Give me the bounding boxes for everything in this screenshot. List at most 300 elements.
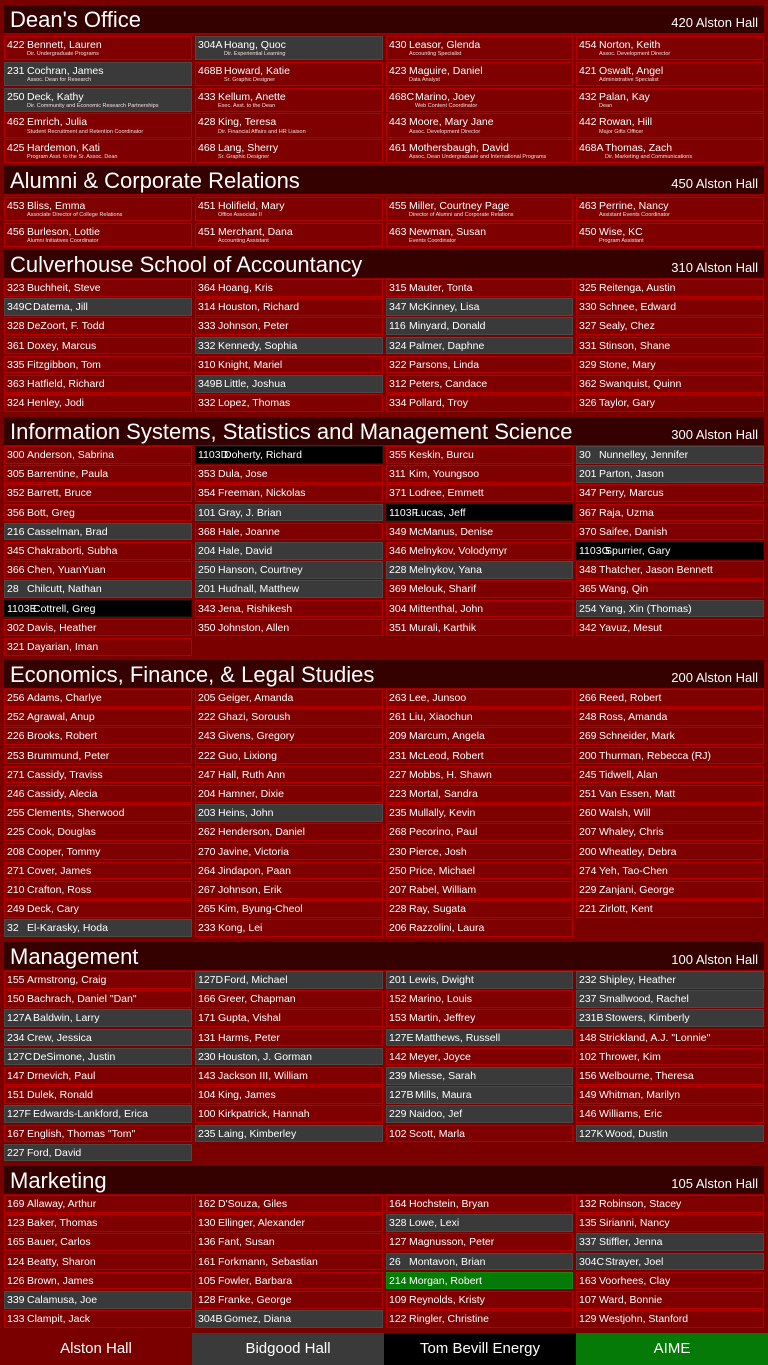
room-number: 339 <box>7 1294 25 1306</box>
person-entry[interactable] <box>576 394 764 412</box>
person-entry[interactable] <box>386 804 573 822</box>
person-entry[interactable] <box>576 1009 764 1027</box>
person-entry[interactable] <box>576 1105 764 1123</box>
person-entry[interactable] <box>386 36 573 60</box>
person-entry[interactable] <box>4 542 192 560</box>
person-entry[interactable] <box>576 619 764 637</box>
room-number: 321 <box>7 641 25 653</box>
person-entry[interactable] <box>195 804 383 822</box>
person-entry[interactable] <box>576 843 764 861</box>
person-entry[interactable] <box>195 823 383 841</box>
person-name: Whaley, Chris <box>599 826 664 839</box>
person-entry[interactable] <box>4 1310 192 1328</box>
room-number: 245 <box>579 768 597 781</box>
person-entry[interactable] <box>576 990 764 1008</box>
person-entry[interactable] <box>386 1214 573 1232</box>
person-entry[interactable] <box>386 971 573 989</box>
person-title: Director of Alumni and Corporate Relations <box>409 212 514 219</box>
person-entry[interactable] <box>576 279 764 297</box>
person-entry[interactable] <box>4 317 192 335</box>
room-number: 323 <box>7 282 25 294</box>
person-entry[interactable] <box>576 375 764 393</box>
person-entry[interactable] <box>4 881 192 899</box>
person-entry[interactable] <box>195 337 383 355</box>
person-entry[interactable] <box>195 298 383 316</box>
person-entry[interactable] <box>4 1009 192 1027</box>
person-title: Dir. Undergraduate Programs <box>27 51 99 58</box>
person-entry[interactable] <box>195 1195 383 1213</box>
person-entry[interactable] <box>576 1253 764 1271</box>
room-number: 450 <box>579 225 597 238</box>
person-entry[interactable] <box>195 1125 383 1143</box>
room-number: 468C <box>389 90 415 103</box>
person-entry[interactable] <box>4 1125 192 1143</box>
person-entry[interactable] <box>576 580 764 598</box>
room-number: 342 <box>579 621 597 634</box>
person-entry[interactable] <box>195 279 383 297</box>
person-entry[interactable] <box>386 785 573 803</box>
person-entry[interactable] <box>386 1195 573 1213</box>
person-entry[interactable] <box>195 600 383 618</box>
person-name: Cassidy, Alecia <box>27 788 98 800</box>
person-entry[interactable] <box>576 804 764 822</box>
person-entry[interactable] <box>4 394 192 412</box>
person-entry[interactable] <box>576 766 764 784</box>
person-name: Ray, Sugata <box>409 903 467 916</box>
person-name: Magnusson, Peter <box>409 1236 495 1249</box>
person-entry[interactable] <box>576 223 764 247</box>
person-entry[interactable] <box>195 766 383 784</box>
person-entry[interactable] <box>4 638 192 656</box>
person-entry[interactable] <box>195 113 383 137</box>
person-name: Whitman, Marilyn <box>599 1089 681 1102</box>
person-name: Johnson, Peter <box>218 320 289 333</box>
person-entry[interactable] <box>195 1233 383 1251</box>
person-entry[interactable] <box>576 1048 764 1066</box>
room-number: 227 <box>389 768 407 781</box>
person-entry[interactable] <box>386 446 573 464</box>
person-entry[interactable] <box>386 1310 573 1328</box>
person-entry[interactable] <box>4 1029 192 1047</box>
person-entry[interactable] <box>386 113 573 137</box>
person-entry[interactable] <box>195 900 383 918</box>
person-entry[interactable] <box>4 689 192 707</box>
person-name: Lowe, Lexi <box>409 1217 460 1230</box>
room-number: 205 <box>198 692 216 704</box>
person-name: Hale, David <box>218 545 273 557</box>
person-entry[interactable] <box>4 823 192 841</box>
person-entry[interactable] <box>386 139 573 163</box>
room-number: 143 <box>198 1070 216 1082</box>
person-entry[interactable] <box>195 1272 383 1290</box>
person-entry[interactable] <box>4 139 192 163</box>
person-entry[interactable] <box>386 197 573 221</box>
person-entry[interactable] <box>386 1272 573 1290</box>
room-number: 127K <box>579 1127 604 1140</box>
person-name: Ringler, Christine <box>409 1313 489 1326</box>
person-entry[interactable] <box>195 862 383 880</box>
person-entry[interactable] <box>195 139 383 163</box>
person-entry[interactable] <box>4 279 192 297</box>
person-entry[interactable] <box>576 356 764 374</box>
person-entry[interactable] <box>195 971 383 989</box>
person-entry[interactable] <box>195 465 383 483</box>
person-title: Accounting Specialist <box>409 51 462 58</box>
person-entry[interactable] <box>576 542 764 560</box>
person-entry[interactable] <box>386 900 573 918</box>
room-number: 349B <box>198 378 223 390</box>
person-name: Miller, Courtney Page <box>409 200 510 212</box>
person-entry[interactable] <box>195 1009 383 1027</box>
person-name: Beatty, Sharon <box>27 1255 96 1268</box>
person-entry[interactable] <box>195 1048 383 1066</box>
person-entry[interactable] <box>386 1291 573 1309</box>
person-name: Houston, Richard <box>218 301 300 314</box>
person-entry[interactable] <box>576 823 764 841</box>
person-entry[interactable] <box>4 223 192 247</box>
person-entry[interactable] <box>195 881 383 899</box>
person-entry[interactable] <box>195 394 383 412</box>
person-name: Hatfield, Richard <box>27 378 105 390</box>
person-entry[interactable] <box>4 580 192 598</box>
person-entry[interactable] <box>386 619 573 637</box>
section-location: 310 Alston Hall <box>671 260 758 275</box>
person-entry[interactable] <box>576 36 764 60</box>
person-name: Palmer, Daphne <box>409 339 485 352</box>
person-entry[interactable] <box>576 900 764 918</box>
person-entry[interactable] <box>4 356 192 374</box>
section-title: Economics, Finance, & Legal Studies <box>10 662 375 687</box>
person-entry[interactable] <box>386 279 573 297</box>
person-entry[interactable] <box>386 62 573 86</box>
person-name: Harms, Peter <box>218 1031 280 1044</box>
person-entry[interactable] <box>386 1009 573 1027</box>
person-entry[interactable] <box>386 88 573 112</box>
room-number: 128 <box>198 1294 216 1306</box>
person-entry[interactable] <box>386 561 573 579</box>
person-entry[interactable] <box>576 317 764 335</box>
person-entry[interactable] <box>4 919 192 937</box>
person-entry[interactable] <box>195 1214 383 1232</box>
person-entry[interactable] <box>386 504 573 522</box>
person-entry[interactable] <box>386 919 573 937</box>
person-entry[interactable] <box>386 689 573 707</box>
person-entry[interactable] <box>4 88 192 112</box>
person-entry[interactable] <box>4 785 192 803</box>
person-name: Yavuz, Mesut <box>599 621 662 634</box>
person-entry[interactable] <box>386 356 573 374</box>
person-entry[interactable] <box>195 990 383 1008</box>
person-entry[interactable] <box>195 1291 383 1309</box>
room-number: 251 <box>579 788 597 800</box>
person-name: Spurrier, Gary <box>605 545 671 557</box>
person-name: Jindapon, Paan <box>218 864 291 877</box>
room-number: 468B <box>198 64 223 77</box>
person-entry[interactable] <box>386 337 573 355</box>
person-entry[interactable] <box>386 298 573 316</box>
room-number: 122 <box>389 1313 407 1326</box>
person-entry[interactable] <box>195 580 383 598</box>
person-entry[interactable] <box>386 843 573 861</box>
person-entry[interactable] <box>576 600 764 618</box>
person-title: Dean <box>599 102 613 109</box>
person-entry[interactable] <box>576 139 764 163</box>
person-entry[interactable] <box>576 113 764 137</box>
person-entry[interactable] <box>4 990 192 1008</box>
room-number: 305 <box>7 468 25 481</box>
person-entry[interactable] <box>4 727 192 745</box>
room-number: 468 <box>198 142 216 155</box>
person-entry[interactable] <box>386 1067 573 1085</box>
person-entry[interactable] <box>576 1195 764 1213</box>
person-entry[interactable] <box>386 766 573 784</box>
person-entry[interactable] <box>4 1067 192 1085</box>
person-entry[interactable] <box>195 504 383 522</box>
person-entry[interactable] <box>576 465 764 483</box>
person-entry[interactable] <box>4 484 192 502</box>
room-number: 327 <box>579 320 597 333</box>
person-entry[interactable] <box>386 1105 573 1123</box>
person-name: Westjohn, Stanford <box>599 1313 689 1326</box>
person-entry[interactable] <box>4 843 192 861</box>
person-entry[interactable] <box>576 484 764 502</box>
person-entry[interactable] <box>576 504 764 522</box>
person-entry[interactable] <box>195 36 383 60</box>
person-name: Melouk, Sharif <box>409 583 477 596</box>
person-entry[interactable] <box>386 600 573 618</box>
room-number: 127C <box>7 1050 33 1063</box>
person-entry[interactable] <box>386 990 573 1008</box>
person-entry[interactable] <box>4 900 192 918</box>
person-entry[interactable] <box>4 1105 192 1123</box>
person-entry[interactable] <box>386 1253 573 1271</box>
person-name: Marcum, Angela <box>409 730 485 743</box>
room-number: 235 <box>389 807 407 820</box>
person-name: Lee, Junsoo <box>409 692 467 704</box>
person-entry[interactable] <box>4 113 192 137</box>
person-name: Jackson III, William <box>218 1070 308 1082</box>
person-entry[interactable] <box>195 747 383 765</box>
person-entry[interactable] <box>4 1253 192 1271</box>
person-entry[interactable] <box>576 1086 764 1104</box>
person-entry[interactable] <box>195 689 383 707</box>
person-entry[interactable] <box>386 375 573 393</box>
person-entry[interactable] <box>195 317 383 335</box>
person-entry[interactable] <box>386 1048 573 1066</box>
person-entry[interactable] <box>4 523 192 541</box>
person-entry[interactable] <box>195 1105 383 1123</box>
person-entry[interactable] <box>576 727 764 745</box>
room-number: 268 <box>389 826 407 839</box>
person-entry[interactable] <box>4 708 192 726</box>
room-number: 370 <box>579 525 597 538</box>
person-entry[interactable] <box>4 197 192 221</box>
person-entry[interactable] <box>576 862 764 880</box>
person-entry[interactable] <box>195 446 383 464</box>
person-entry[interactable] <box>195 708 383 726</box>
person-entry[interactable] <box>386 317 573 335</box>
person-entry[interactable] <box>4 1214 192 1232</box>
person-name: Mittenthal, John <box>409 602 484 615</box>
person-entry[interactable] <box>4 36 192 60</box>
person-entry[interactable] <box>195 62 383 86</box>
person-name: Emrich, Julia <box>27 116 88 129</box>
person-entry[interactable] <box>386 484 573 502</box>
person-entry[interactable] <box>386 1233 573 1251</box>
person-entry[interactable] <box>4 1233 192 1251</box>
person-entry[interactable] <box>386 523 573 541</box>
person-entry[interactable] <box>386 1029 573 1047</box>
person-entry[interactable] <box>386 223 573 247</box>
room-number: 127F <box>7 1108 31 1121</box>
person-entry[interactable] <box>386 727 573 745</box>
person-entry[interactable] <box>386 542 573 560</box>
person-name: Gray, J. Brian <box>218 506 282 519</box>
person-entry[interactable] <box>386 708 573 726</box>
person-entry[interactable] <box>195 484 383 502</box>
person-entry[interactable] <box>195 619 383 637</box>
person-entry[interactable] <box>576 1291 764 1309</box>
person-entry[interactable] <box>576 1067 764 1085</box>
person-name: El-Karasky, Hoda <box>27 922 108 935</box>
person-entry[interactable] <box>4 375 192 393</box>
room-number: 271 <box>7 864 25 877</box>
person-name: Sealy, Chez <box>599 320 655 333</box>
room-number: 231 <box>7 64 25 77</box>
person-entry[interactable] <box>195 561 383 579</box>
person-entry[interactable] <box>195 727 383 745</box>
person-entry[interactable] <box>386 747 573 765</box>
person-entry[interactable] <box>4 1086 192 1104</box>
person-entry[interactable] <box>576 561 764 579</box>
person-entry[interactable] <box>4 504 192 522</box>
person-entry[interactable] <box>4 1048 192 1066</box>
person-entry[interactable] <box>4 971 192 989</box>
person-entry[interactable] <box>576 88 764 112</box>
person-entry[interactable] <box>576 1214 764 1232</box>
person-entry[interactable] <box>576 1125 764 1143</box>
person-entry[interactable] <box>576 337 764 355</box>
person-entry[interactable] <box>386 465 573 483</box>
person-entry[interactable] <box>386 1125 573 1143</box>
person-entry[interactable] <box>195 523 383 541</box>
person-entry[interactable] <box>195 356 383 374</box>
person-entry[interactable] <box>4 747 192 765</box>
person-entry[interactable] <box>195 1029 383 1047</box>
person-entry[interactable] <box>195 1310 383 1328</box>
room-number: 107 <box>579 1294 597 1306</box>
room-number: 346 <box>389 545 407 557</box>
person-name: Matthews, Russell <box>415 1031 501 1044</box>
person-name: Schneider, Mark <box>599 730 675 743</box>
person-entry[interactable] <box>195 843 383 861</box>
person-name: Nunnelley, Jennifer <box>599 449 689 461</box>
room-number: 164 <box>389 1198 407 1210</box>
person-name: Hoang, Kris <box>218 282 273 294</box>
person-entry[interactable] <box>195 785 383 803</box>
room-number: 167 <box>7 1127 25 1140</box>
person-title: Sr. Graphic Designer <box>218 154 270 161</box>
person-entry[interactable] <box>576 523 764 541</box>
person-entry[interactable] <box>386 580 573 598</box>
person-entry[interactable] <box>195 223 383 247</box>
person-entry[interactable] <box>576 785 764 803</box>
person-entry[interactable] <box>4 337 192 355</box>
room-number: 433 <box>198 90 216 103</box>
person-entry[interactable] <box>4 600 192 618</box>
person-name: Zirlott, Kent <box>599 903 653 916</box>
person-entry[interactable] <box>195 197 383 221</box>
person-entry[interactable] <box>4 862 192 880</box>
person-entry[interactable] <box>576 446 764 464</box>
room-number: 1103E <box>7 602 37 615</box>
person-entry[interactable] <box>576 1272 764 1290</box>
person-name: Kong, Lei <box>218 922 263 935</box>
person-entry[interactable] <box>576 298 764 316</box>
section-title: Management <box>10 944 139 969</box>
person-entry[interactable] <box>4 804 192 822</box>
person-name: DeSimone, Justin <box>33 1050 116 1063</box>
person-entry[interactable] <box>195 88 383 112</box>
person-entry[interactable] <box>4 446 192 464</box>
person-entry[interactable] <box>576 1310 764 1328</box>
person-entry[interactable] <box>576 689 764 707</box>
person-entry[interactable] <box>576 1233 764 1251</box>
person-entry[interactable] <box>4 766 192 784</box>
person-entry[interactable] <box>4 1195 192 1213</box>
person-name: Yeh, Tao-Chen <box>599 864 668 877</box>
person-name: Pierce, Josh <box>409 845 467 858</box>
person-entry[interactable] <box>386 1086 573 1104</box>
person-entry[interactable] <box>576 197 764 221</box>
person-entry[interactable] <box>4 619 192 637</box>
section-title: Marketing <box>10 1168 107 1193</box>
person-entry[interactable] <box>386 394 573 412</box>
person-name: Kellum, Anette <box>218 90 286 103</box>
person-name: English, Thomas "Tom" <box>27 1127 136 1140</box>
legend-alston-hall: Alston Hall <box>0 1333 192 1365</box>
person-entry[interactable] <box>195 542 383 560</box>
person-entry[interactable] <box>386 862 573 880</box>
person-entry[interactable] <box>576 62 764 86</box>
section-location: 300 Alston Hall <box>671 427 758 442</box>
person-entry[interactable] <box>4 298 192 316</box>
person-entry[interactable] <box>4 62 192 86</box>
room-number: 353 <box>198 468 216 481</box>
person-entry[interactable] <box>576 708 764 726</box>
person-entry[interactable] <box>195 375 383 393</box>
person-entry[interactable] <box>195 1086 383 1104</box>
person-entry[interactable] <box>4 1144 192 1162</box>
person-entry[interactable] <box>386 881 573 899</box>
room-number: 324 <box>389 339 407 352</box>
person-entry[interactable] <box>195 1067 383 1085</box>
person-entry[interactable] <box>195 1253 383 1271</box>
person-entry[interactable] <box>4 1272 192 1290</box>
person-entry[interactable] <box>576 747 764 765</box>
person-entry[interactable] <box>576 971 764 989</box>
person-entry[interactable] <box>4 1291 192 1309</box>
person-entry[interactable] <box>576 1029 764 1047</box>
person-entry[interactable] <box>386 823 573 841</box>
person-entry[interactable] <box>576 881 764 899</box>
person-entry[interactable] <box>195 919 383 937</box>
person-name: Mobbs, H. Shawn <box>409 768 492 781</box>
person-name: McKinney, Lisa <box>409 301 480 314</box>
person-entry[interactable] <box>4 561 192 579</box>
person-entry[interactable] <box>4 465 192 483</box>
room-number: 330 <box>579 301 597 314</box>
